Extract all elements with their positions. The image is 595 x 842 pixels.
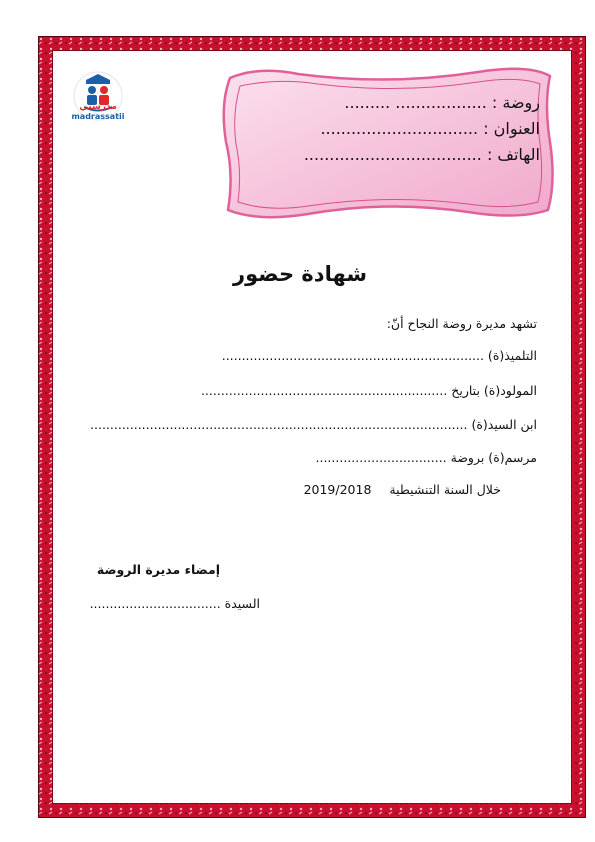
header-fields <box>250 90 540 168</box>
year-label: خلال السنة التنشيطية <box>389 482 501 497</box>
signature-name-line: السيدة ................................. <box>89 596 260 611</box>
signature-title: إمضاء مديرة الروضة <box>96 562 220 577</box>
student-line: التلميذ(ة) .................................................................. <box>221 348 537 363</box>
logo-arabic: مدرستي <box>79 102 117 112</box>
intro-line: تشهد مديرة روضة النجاح أنّ: <box>386 316 537 331</box>
logo-text: madrassatii <box>71 112 125 121</box>
kindergarten-field: روضة : .................. ......... <box>344 93 540 112</box>
madrassatii-logo <box>66 70 130 130</box>
certificate-title: شهادة حضور <box>233 262 367 286</box>
birth-line: المولود(ة) بتاريخ .............................................................. <box>200 383 537 398</box>
enrolled-line: مرسم(ة) بروضة ................................. <box>315 450 537 465</box>
parent-line: ابن السيد(ة) ............................................................................................... <box>90 417 537 432</box>
year-line <box>304 482 501 497</box>
year-value: 2019/2018 <box>303 482 372 497</box>
phone-field: الهاتف : ................................... <box>303 145 540 164</box>
address-field: العنوان : ............................... <box>320 119 540 138</box>
